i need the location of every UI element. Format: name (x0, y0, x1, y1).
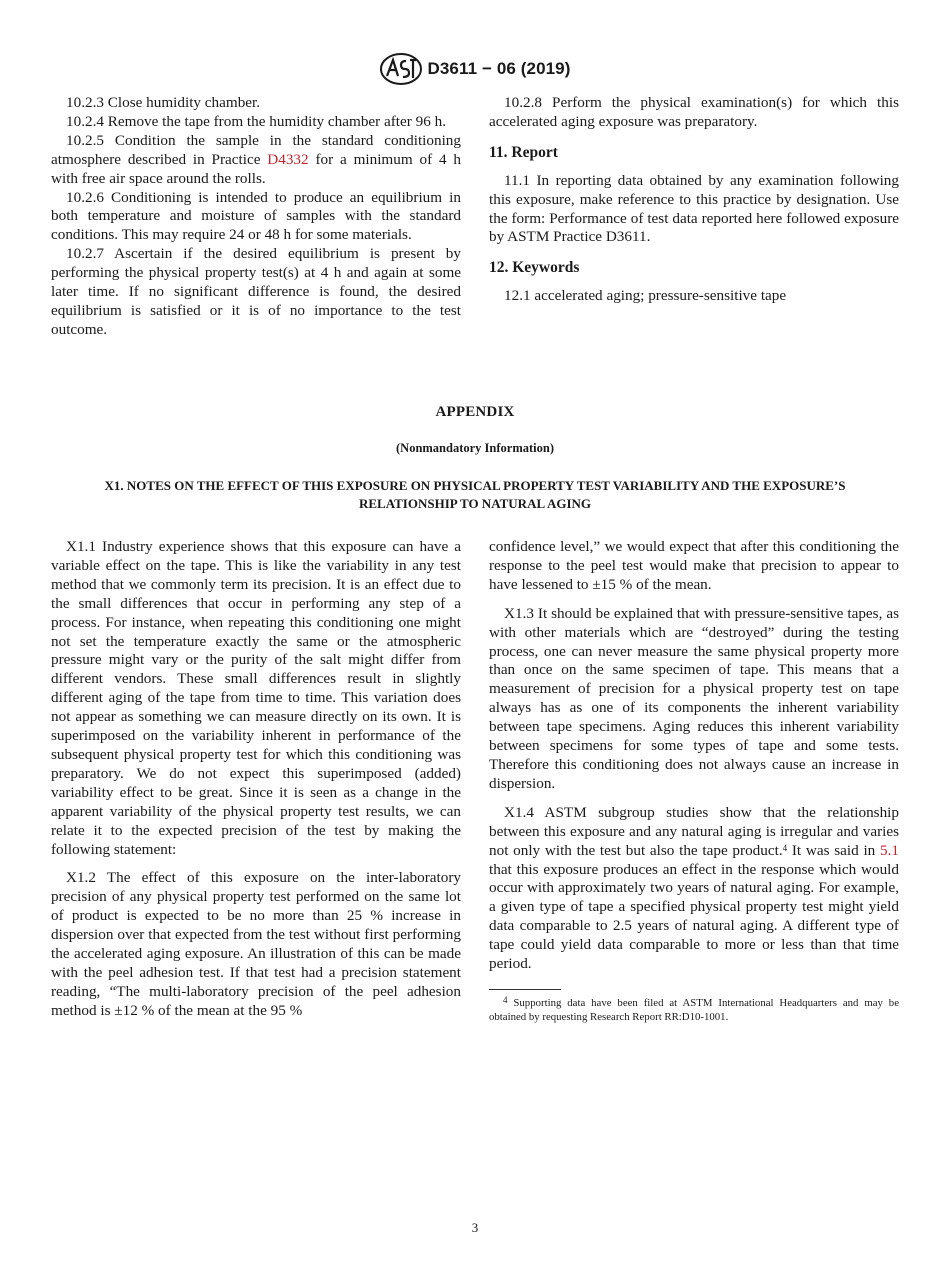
footnote-marker: 4 (503, 995, 508, 1005)
page-header (0, 52, 950, 86)
left-column-top (51, 94, 461, 340)
paragraph-10-2-7: 10.2.7 Ascertain if the desired equilibrium is present by performing the physical property test(s) at 4 h and again at some later time. If no significant difference is found, the desired equilibrium is satisfied or it is of no importance to the test outcome. (51, 245, 461, 338)
paragraph-12-1: 12.1 accelerated aging; pressure-sensitive tape (504, 287, 787, 305)
left-column-bottom (51, 538, 461, 1021)
paragraph-10-2-4: 10.2.4 Remove the tape from the humidity chamber after 96 h. (66, 112, 446, 130)
paragraph-x1-3: X1.3 It should be explained that with pressure-sensitive tapes, as with other materials which are “destroyed” during the testing process, one can never measure the same physical property more than once on the same specimen of tape. This means that a measurement of precision for a physical property test on tape always has as one of its components the inherent variability between tape specimens. Aging reduces this inherent variability between specimens for some types of tape and some tests. Therefore this conditioning does not always cause an increase in dispersion. (489, 604, 899, 792)
section-title-report: 11. Report (489, 143, 558, 161)
section-title-keywords: 12. Keywords (489, 259, 580, 277)
paragraph-x1-1: X1.1 Industry experience shows that this exposure can have a variable effect on the tape. This is like the variability in any test method that we commonly term its precision. It is an effect due to the small differences that occur in performing any step of a process. For instance, when repeating this conditioning one might not set the temperature exactly the same or the atmospheric pressure might vary or the purity of the salt might differ from different vendors. These small differences result in slightly different aging of the tape from time to time. This variation does not appear as something we can measure directly on its own. It is superimposed on the variability inherent in performance of the subsequent physical property test for which this conditioning was preparatory. We do not expect this superimposed (added) variability effect to be great. Since it is seen as a change in the apparent variability of the physical property test results, we can relate it to the expected precision of the test by making the following statement: (51, 538, 461, 858)
paragraph-10-2-3: 10.2.3 Close humidity chamber. (66, 94, 261, 111)
astm-logo-icon (379, 52, 423, 86)
document-id: D3611 − 06 (2019) (427, 59, 571, 78)
appendix-subtitle: (Nonmandatory Information) (396, 441, 554, 455)
link-d4332[interactable]: D4332 (267, 150, 309, 168)
appendix-title: APPENDIX (435, 404, 515, 420)
paragraph-10-2-6: 10.2.6 Conditioning is intended to produce an equilibrium in both temperature and moisture of samples with the standard conditions. This may require 24 or 48 h for some materials. (51, 188, 461, 244)
footnote: $^4$ Supporting data have been filed at ASTM International Headquarters and may be obtained by requesting Research Report RR:D10-1001. (489, 995, 899, 1023)
right-column-top (489, 94, 899, 306)
link-section-5-1[interactable]: 5.1 (880, 841, 899, 859)
paragraph-10-2-5: 10.2.5 Condition the sample in the standard conditioning atmosphere described in Practice D4332 for a minimum of 4 h with free air space around the rolls. (51, 131, 462, 187)
paragraph-11-1: 11.1 In reporting data obtained by any examination following this exposure, make reference to this practice by designation. Use the form: Performance of test data reported here followed exposure by ASTM Practice D3611. (489, 171, 899, 246)
footnote-ref[interactable]: 4 (782, 842, 788, 853)
paragraph-x1-2: X1.2 The effect of this exposure on the inter-laboratory precision of any physical property test performed on the same lot of product is expected to be no more than 25 % increase in dispersion over that expected from the test without first performing the accelerated aging exposure. An illustration of this can be made with the peel adhesion test. If that test had a precision statement reading, “The multi-laboratory precision of the peel adhesion method is ±12 % of the mean at the 95 % (51, 869, 461, 1019)
page-number: 3 (471, 1220, 479, 1235)
appendix-x1-title: X1. NOTES ON THE EFFECT OF THIS EXPOSURE ON PHYSICAL PROPERTY TEST VARIABILITY AND THE EXPOSURE’S RELATIONSHIP TO NATURAL AGING (104, 478, 846, 511)
footnote-divider (489, 989, 561, 990)
paragraph-x1-4: X1.4 ASTM subgroup studies show that the relationship between this exposure and any natural aging is irregular and varies not only with the test but also the tape product.$^4$ It was said in 5.1 that this exposure produces an effect in the response which would occur with approximately two years of natural aging. For example, a given type of tape a specified physical property test might yield data comparable to 2.5 years of natural aging. A different type of tape could yield data comparable to more or less than that time period. (489, 803, 899, 973)
paragraph-x1-2-continued: confidence level,” we would expect that after this conditioning the response to the peel test would make that precision to appear to have lessened to ±15 % of the mean. (489, 538, 899, 593)
right-column-bottom (489, 538, 899, 974)
paragraph-10-2-8: 10.2.8 Perform the physical examination(s) for which this accelerated aging exposure was preparatory. (489, 94, 899, 130)
